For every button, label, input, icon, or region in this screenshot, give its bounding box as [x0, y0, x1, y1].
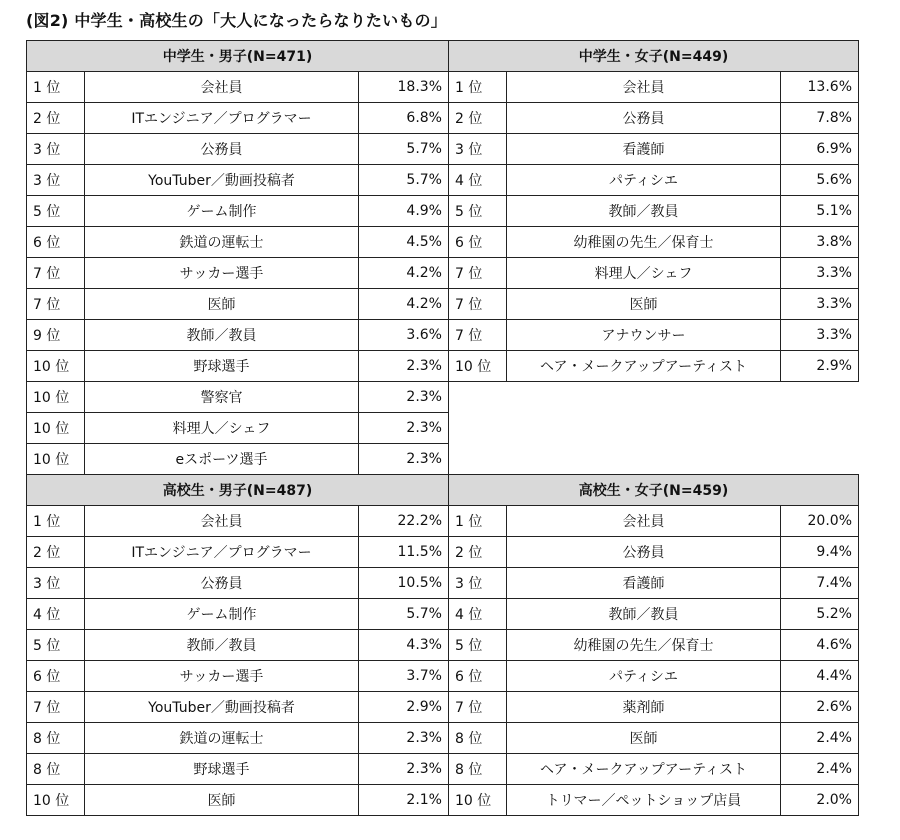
table-row [27, 320, 859, 351]
jh-boys-pct-cell: 6.8% [359, 103, 449, 134]
hs-girls-job-cell: 看護師 [507, 568, 781, 599]
jh-boys-rank-cell: 10 位 [27, 382, 85, 413]
hs-girls-pct-cell: 4.4% [781, 661, 859, 692]
hs-girls-pct-cell: 2.4% [781, 754, 859, 785]
hs-girls-pct-cell: 2.4% [781, 723, 859, 754]
table-row [27, 413, 859, 444]
section-header-row [27, 41, 859, 72]
jh-girls-rank-cell: 6 位 [449, 227, 507, 258]
jh-girls-pct-cell: 3.3% [781, 289, 859, 320]
hs-girls-rank-cell: 10 位 [449, 785, 507, 816]
jh-boys-rank-cell: 7 位 [27, 289, 85, 320]
jh-boys-job-cell: ITエンジニア／プログラマー [85, 103, 359, 134]
jh-boys-rank-cell: 3 位 [27, 165, 85, 196]
jh-boys-job-cell: 公務員 [85, 134, 359, 165]
jh-boys-rank-cell: 9 位 [27, 320, 85, 351]
jh-girls-pct-cell: 3.8% [781, 227, 859, 258]
table-row [27, 599, 859, 630]
jh-boys-job-cell: eスポーツ選手 [85, 444, 359, 475]
hs-girls-job-cell: 医師 [507, 723, 781, 754]
jh-girls-pct-cell: 2.9% [781, 351, 859, 382]
hs-girls-job-cell: 会社員 [507, 506, 781, 537]
table-row [27, 785, 859, 816]
jh-girls-pct-cell: 5.6% [781, 165, 859, 196]
hs-boys-pct-cell: 2.3% [359, 723, 449, 754]
jh-boys-job-cell: 教師／教員 [85, 320, 359, 351]
hs-boys-rank-cell: 3 位 [27, 568, 85, 599]
jh-girls-rank-cell: 4 位 [449, 165, 507, 196]
jh-boys-pct-cell: 2.3% [359, 444, 449, 475]
table-row [27, 382, 859, 413]
jh-girls-job-cell: 看護師 [507, 134, 781, 165]
section-title-hs-boys: 高校生・男子(N=487) [27, 475, 449, 506]
jh-boys-rank-cell: 3 位 [27, 134, 85, 165]
hs-boys-pct-cell: 5.7% [359, 599, 449, 630]
jh-girls-pct-cell: 7.8% [781, 103, 859, 134]
hs-boys-pct-cell: 2.1% [359, 785, 449, 816]
table-row [27, 506, 859, 537]
hs-boys-job-cell: サッカー選手 [85, 661, 359, 692]
hs-boys-pct-cell: 10.5% [359, 568, 449, 599]
jh-girls-rank-cell: 7 位 [449, 289, 507, 320]
jh-girls-rank-cell: 5 位 [449, 196, 507, 227]
jh-boys-job-cell: 警察官 [85, 382, 359, 413]
hs-boys-job-cell: 医師 [85, 785, 359, 816]
hs-girls-rank-cell: 4 位 [449, 599, 507, 630]
figure-caption: (図2) 中学生・高校生の「大人になったらなりたいもの」 [26, 11, 447, 30]
jh-girls-rank-cell: 1 位 [449, 72, 507, 103]
hs-boys-pct-cell: 22.2% [359, 506, 449, 537]
hs-girls-rank-cell: 3 位 [449, 568, 507, 599]
jh-girls-job-cell: アナウンサー [507, 320, 781, 351]
jh-girls-rank-cell: 3 位 [449, 134, 507, 165]
hs-boys-rank-cell: 5 位 [27, 630, 85, 661]
hs-boys-job-cell: YouTuber／動画投稿者 [85, 692, 359, 723]
section-title-hs-girls: 高校生・女子(N=459) [449, 475, 859, 506]
jh-boys-rank-cell: 10 位 [27, 413, 85, 444]
jh-girls-job-cell: ヘア・メークアップアーティスト [507, 351, 781, 382]
jh-girls-pct-cell: 13.6% [781, 72, 859, 103]
hs-girls-pct-cell: 4.6% [781, 630, 859, 661]
table-row [27, 723, 859, 754]
hs-boys-job-cell: 鉄道の運転士 [85, 723, 359, 754]
jh-girls-pct-cell: 5.1% [781, 196, 859, 227]
hs-girls-pct-cell: 7.4% [781, 568, 859, 599]
hs-girls-pct-cell: 2.0% [781, 785, 859, 816]
section-title-jh-boys: 中学生・男子(N=471) [27, 41, 449, 72]
jh-boys-rank-cell: 5 位 [27, 196, 85, 227]
hs-girls-rank-cell: 7 位 [449, 692, 507, 723]
hs-boys-rank-cell: 8 位 [27, 754, 85, 785]
jh-girls-pct-cell: 3.3% [781, 258, 859, 289]
jh-boys-job-cell: サッカー選手 [85, 258, 359, 289]
jh-boys-rank-cell: 10 位 [27, 351, 85, 382]
table-row [27, 537, 859, 568]
jh-girls-pct-cell: 3.3% [781, 320, 859, 351]
jh-boys-rank-cell: 10 位 [27, 444, 85, 475]
jh-boys-job-cell: 会社員 [85, 72, 359, 103]
table-row [27, 258, 859, 289]
jh-boys-rank-cell: 7 位 [27, 258, 85, 289]
jh-girls-job-cell: 会社員 [507, 72, 781, 103]
jh-boys-job-cell: ゲーム制作 [85, 196, 359, 227]
jh-boys-pct-cell: 5.7% [359, 134, 449, 165]
hs-girls-rank-cell: 8 位 [449, 723, 507, 754]
jh-girls-job-cell: 料理人／シェフ [507, 258, 781, 289]
hs-girls-job-cell: 公務員 [507, 537, 781, 568]
jh-girls-rank-cell: 7 位 [449, 320, 507, 351]
hs-boys-rank-cell: 10 位 [27, 785, 85, 816]
hs-boys-rank-cell: 4 位 [27, 599, 85, 630]
table-row [27, 196, 859, 227]
table-row [27, 754, 859, 785]
hs-girls-job-cell: トリマー／ペットショップ店員 [507, 785, 781, 816]
jh-boys-job-cell: YouTuber／動画投稿者 [85, 165, 359, 196]
hs-boys-rank-cell: 1 位 [27, 506, 85, 537]
jh-boys-pct-cell: 4.9% [359, 196, 449, 227]
hs-girls-pct-cell: 9.4% [781, 537, 859, 568]
jh-girls-rank-cell: 2 位 [449, 103, 507, 134]
table-row [27, 692, 859, 723]
section-title-jh-girls: 中学生・女子(N=449) [449, 41, 859, 72]
hs-girls-rank-cell: 6 位 [449, 661, 507, 692]
jh-boys-rank-cell: 6 位 [27, 227, 85, 258]
table-row [27, 134, 859, 165]
ranking-table [26, 40, 859, 816]
hs-boys-job-cell: 公務員 [85, 568, 359, 599]
table-row [27, 351, 859, 382]
jh-boys-rank-cell: 1 位 [27, 72, 85, 103]
jh-boys-job-cell: 料理人／シェフ [85, 413, 359, 444]
table-row [27, 227, 859, 258]
jh-boys-pct-cell: 18.3% [359, 72, 449, 103]
hs-boys-pct-cell: 2.9% [359, 692, 449, 723]
hs-girls-pct-cell: 2.6% [781, 692, 859, 723]
jh-boys-pct-cell: 3.6% [359, 320, 449, 351]
jh-girls-job-cell: 医師 [507, 289, 781, 320]
jh-boys-job-cell: 医師 [85, 289, 359, 320]
hs-girls-job-cell: ヘア・メークアップアーティスト [507, 754, 781, 785]
table-row [27, 568, 859, 599]
jh-boys-rank-cell: 2 位 [27, 103, 85, 134]
hs-boys-job-cell: ゲーム制作 [85, 599, 359, 630]
hs-boys-job-cell: 会社員 [85, 506, 359, 537]
hs-girls-rank-cell: 8 位 [449, 754, 507, 785]
jh-girls-job-cell: 公務員 [507, 103, 781, 134]
jh-boys-pct-cell: 4.2% [359, 258, 449, 289]
hs-girls-job-cell: 教師／教員 [507, 599, 781, 630]
hs-boys-pct-cell: 11.5% [359, 537, 449, 568]
hs-boys-pct-cell: 2.3% [359, 754, 449, 785]
jh-girls-rank-cell: 10 位 [449, 351, 507, 382]
empty-cell [449, 413, 859, 444]
hs-girls-pct-cell: 20.0% [781, 506, 859, 537]
hs-girls-pct-cell: 5.2% [781, 599, 859, 630]
hs-boys-pct-cell: 3.7% [359, 661, 449, 692]
jh-girls-pct-cell: 6.9% [781, 134, 859, 165]
hs-girls-job-cell: 幼稚園の先生／保育士 [507, 630, 781, 661]
jh-boys-pct-cell: 5.7% [359, 165, 449, 196]
jh-boys-pct-cell: 4.5% [359, 227, 449, 258]
hs-girls-job-cell: 薬剤師 [507, 692, 781, 723]
jh-girls-job-cell: パティシエ [507, 165, 781, 196]
jh-boys-pct-cell: 2.3% [359, 351, 449, 382]
hs-boys-rank-cell: 7 位 [27, 692, 85, 723]
hs-boys-rank-cell: 8 位 [27, 723, 85, 754]
table-row [27, 630, 859, 661]
jh-girls-rank-cell: 7 位 [449, 258, 507, 289]
hs-girls-rank-cell: 1 位 [449, 506, 507, 537]
hs-boys-job-cell: 教師／教員 [85, 630, 359, 661]
jh-boys-job-cell: 野球選手 [85, 351, 359, 382]
section-header-row [27, 475, 859, 506]
hs-boys-job-cell: 野球選手 [85, 754, 359, 785]
table-row [27, 72, 859, 103]
hs-girls-job-cell: パティシエ [507, 661, 781, 692]
jh-boys-job-cell: 鉄道の運転士 [85, 227, 359, 258]
jh-boys-pct-cell: 2.3% [359, 413, 449, 444]
table-row [27, 289, 859, 320]
table-row [27, 103, 859, 134]
hs-boys-job-cell: ITエンジニア／プログラマー [85, 537, 359, 568]
empty-cell [449, 382, 859, 413]
jh-boys-pct-cell: 4.2% [359, 289, 449, 320]
table-row [27, 165, 859, 196]
hs-girls-rank-cell: 2 位 [449, 537, 507, 568]
jh-girls-job-cell: 教師／教員 [507, 196, 781, 227]
empty-cell [449, 444, 859, 475]
table-row [27, 444, 859, 475]
hs-boys-pct-cell: 4.3% [359, 630, 449, 661]
table-row [27, 661, 859, 692]
hs-girls-rank-cell: 5 位 [449, 630, 507, 661]
hs-boys-rank-cell: 2 位 [27, 537, 85, 568]
jh-boys-pct-cell: 2.3% [359, 382, 449, 413]
hs-boys-rank-cell: 6 位 [27, 661, 85, 692]
jh-girls-job-cell: 幼稚園の先生／保育士 [507, 227, 781, 258]
